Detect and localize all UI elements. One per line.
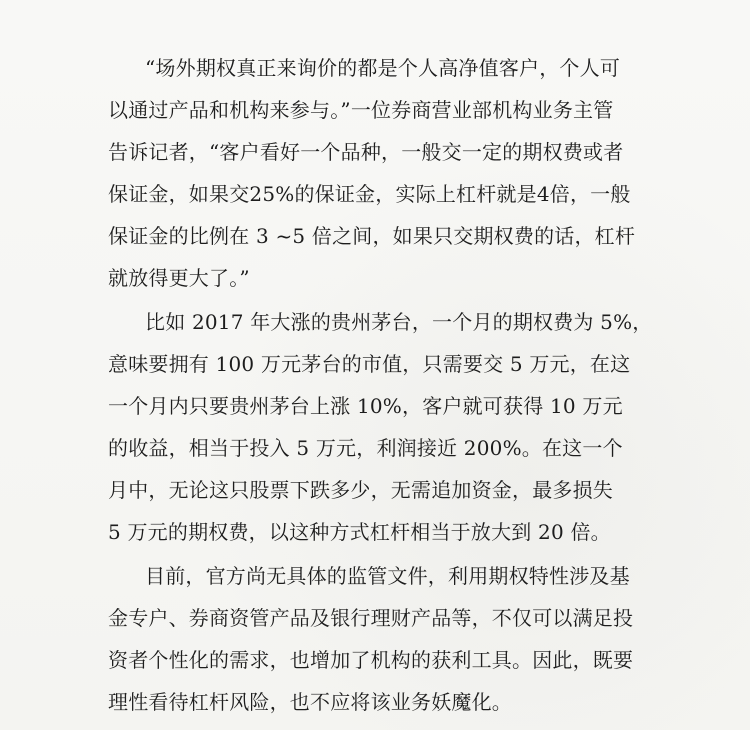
paragraph-line: 5 万元的期权费，以这种方式杠杆相当于放大到 20 倍。	[108, 520, 611, 544]
paragraph-line: 保证金，如果交25%的保证金，实际上杠杆就是4倍，一般	[108, 182, 631, 206]
paragraph-line: 月中，无论这只股票下跌多少，无需追加资金，最多损失	[108, 478, 613, 502]
paragraph-line: 保证金的比例在 3 ~5 倍之间，如果只交期权费的话，杠杆	[108, 224, 636, 248]
paragraph-line: 目前，官方尚无具体的监管文件，利用期权特性涉及基	[145, 564, 630, 588]
paragraph-line: 一个月内只要贵州茅台上涨 10%，客户就可获得 10 万元	[108, 394, 623, 418]
paragraph-line: 告诉记者，“客户看好一个品种，一般交一定的期权费或者	[108, 140, 624, 164]
paragraph-line: 意味要拥有 100 万元茅台的市值，只需要交 5 万元，在这	[108, 352, 631, 376]
paragraph-line: 金专户、券商资管产品及银行理财产品等，不仅可以满足投	[108, 606, 634, 630]
paragraph-line: 比如 2017 年大涨的贵州茅台，一个月的期权费为 5%，	[145, 310, 653, 334]
paragraph-line: 理性看待杠杆风险，也不应将该业务妖魔化。	[108, 690, 512, 714]
paragraph-line: 资者个性化的需求，也增加了机构的获利工具。因此，既要	[108, 648, 634, 672]
paragraph-line: 以通过产品和机构来参与。”一位券商营业部机构业务主管	[108, 98, 614, 122]
paragraph-line: 就放得更大了。”	[108, 266, 250, 290]
paragraph-line: 的收益，相当于投入 5 万元，利润接近 200%。在这一个	[108, 436, 623, 460]
paragraph-line: “场外期权真正来询价的都是个人高净值客户，个人可	[145, 56, 621, 80]
